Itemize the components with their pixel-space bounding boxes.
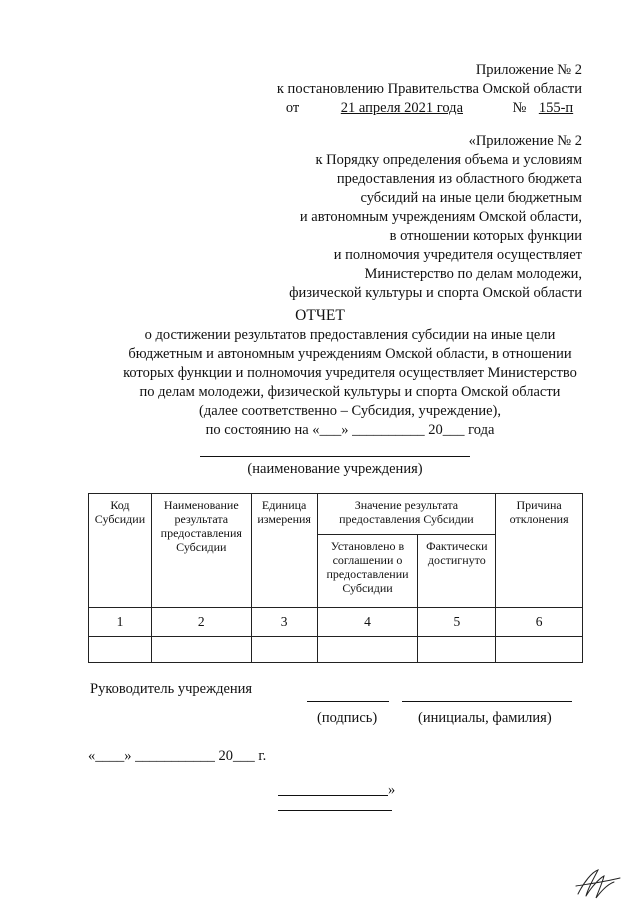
appendix-line: предоставления из областного бюджета (336, 171, 582, 187)
table-number-row (89, 608, 583, 637)
table-cell[interactable] (251, 637, 317, 663)
header-date: 21 апреля 2021 года (340, 100, 463, 116)
report-title-line: по делам молодежи, физической культуры и спорта Омской области (139, 384, 561, 400)
closing-underline (278, 810, 392, 811)
initials-signature-icon (574, 864, 622, 902)
report-table (88, 493, 583, 663)
appendix-line: в отношении которых функции (389, 228, 582, 244)
signature-line[interactable] (307, 701, 389, 702)
table-cell[interactable] (418, 637, 496, 663)
institution-caption: (наименование учреждения) (247, 461, 423, 477)
col-header-deviation-reason: Причина отклонения (496, 494, 583, 608)
report-title-line: по состоянию на «___» __________ 20___ года (205, 422, 495, 438)
header-num-sign: № (512, 100, 527, 116)
col-number: 1 (89, 608, 152, 637)
table-header-row (89, 494, 583, 535)
col-header-planned: Установлено в соглашении о предоставлении Субсидии (317, 535, 418, 608)
col-number: 6 (496, 608, 583, 637)
table-row (89, 637, 583, 663)
signing-date-line: «____» ___________ 20___ г. (88, 748, 267, 764)
report-title-line: о достижении результатов предоставления субсидии на иные цели (144, 327, 556, 343)
col-header-result-name: Наименование результата предоставления Субсидии (151, 494, 251, 608)
header-line-2: к постановлению Правительства Омской области (276, 81, 582, 97)
appendix-line: субсидий на иные цели бюджетным (360, 190, 582, 206)
report-title-line: (далее соответственно – Субсидия, учреждение), (198, 403, 501, 419)
col-number: 5 (418, 608, 496, 637)
col-header-unit: Единица измерения (251, 494, 317, 608)
col-header-code: Код Субсидии (89, 494, 152, 608)
header-date-line (286, 98, 582, 118)
appendix-line: к Порядку определения объема и условиям (315, 152, 582, 168)
table-cell[interactable] (496, 637, 583, 663)
header-ot: от (285, 100, 300, 116)
appendix-line: «Приложение № 2 (468, 133, 582, 149)
name-caption: (инициалы, фамилия) (418, 710, 552, 726)
appendix-line: физической культуры и спорта Омской области (289, 285, 582, 301)
institution-name-line[interactable] (200, 456, 470, 457)
signature-caption: (подпись) (317, 710, 378, 726)
report-title-line: бюджетным и автономным учреждениям Омской области, в отношении (128, 346, 572, 362)
head-label: Руководитель учреждения (90, 681, 253, 697)
report-title-line: которых функции и полномочия учредителя осуществляет Министерство (123, 365, 577, 381)
appendix-line: и автономным учреждениям Омской области, (299, 209, 582, 225)
col-number: 4 (317, 608, 418, 637)
table-cell[interactable] (317, 637, 418, 663)
name-line[interactable] (402, 701, 572, 702)
appendix-line: Министерство по делам молодежи, (364, 266, 582, 282)
table-cell[interactable] (89, 637, 152, 663)
table-cell[interactable] (151, 637, 251, 663)
closing-quote: » (388, 782, 396, 798)
col-number: 3 (251, 608, 317, 637)
col-number: 2 (151, 608, 251, 637)
col-header-result-value: Значение результата предоставления Субсидии (317, 494, 496, 535)
report-heading: ОТЧЕТ (295, 307, 345, 324)
header-line-1: Приложение № 2 (475, 62, 582, 78)
appendix-line: и полномочия учредителя осуществляет (333, 247, 582, 263)
closing-line (278, 795, 388, 796)
header-number: 155-п (538, 100, 574, 116)
col-header-actual: Фактически достигнуто (418, 535, 496, 608)
